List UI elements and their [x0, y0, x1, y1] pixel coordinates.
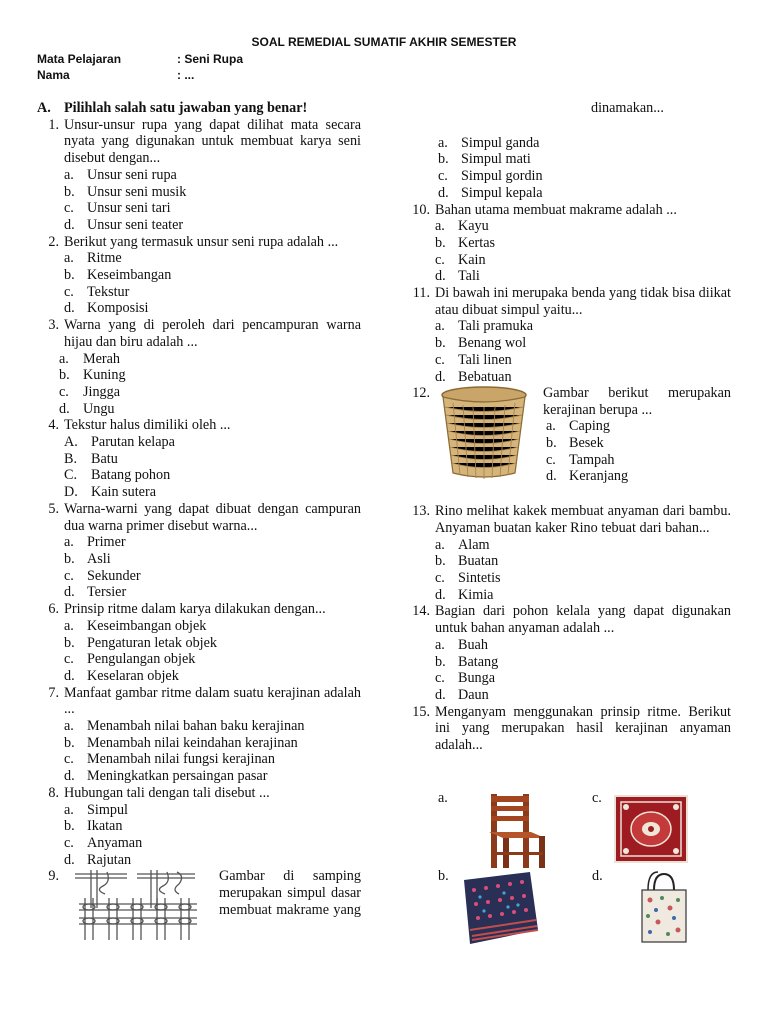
question-12-text: Gambar berikut merupakan kerajinan berupa ... — [543, 385, 731, 418]
option: c. Unsur seni tari — [64, 200, 171, 217]
question-12-options — [543, 418, 731, 485]
question-4: 4. Tekstur halus dimiliki oleh ... A. Parutan kelapa B. Batu C. Batang pohon D. Kain sutera — [37, 417, 361, 501]
q15-option-a-label: a. — [438, 790, 448, 806]
option: b. Pengaturan letak objek — [64, 634, 218, 651]
option: b. Buatan — [435, 553, 499, 570]
option: b. Benang wol — [435, 335, 527, 352]
name-label: Nama — [37, 68, 70, 82]
option: d. Keselaran objek — [64, 667, 179, 684]
question-10: 10. Bahan utama membuat makrame adalah ... a. Kayu b. Kertas c. Kain d. Tali — [408, 202, 731, 286]
option: a. Caping — [546, 418, 610, 435]
question-9-text: Gambar di samping merupakan simpul dasar membuat makrame yang — [219, 868, 361, 918]
subject-value: : Seni Rupa — [177, 52, 244, 66]
option: b. Batang — [435, 653, 499, 670]
basket-image — [438, 385, 530, 481]
option: b. Asli — [64, 550, 111, 567]
option: a. Keseimbangan objek — [64, 617, 207, 634]
option: a. Ritme — [64, 250, 122, 267]
option: d. Tersier — [64, 584, 127, 601]
name-value: : ... — [177, 68, 195, 82]
option: c. Pengulangan objek — [64, 651, 196, 668]
option: a. Buah — [435, 636, 488, 653]
option: c. Anyaman — [64, 834, 143, 851]
option: c. Bunga — [435, 670, 496, 687]
option: c. Sintetis — [435, 570, 501, 587]
option: d. Keranjang — [546, 468, 629, 485]
option: a. Merah — [59, 350, 121, 367]
option: d. Meningkatkan persaingan pasar — [64, 768, 268, 785]
option: d. Unsur seni teater — [64, 216, 184, 233]
tote-bag-image — [636, 870, 692, 946]
option: a. Menambah nilai bahan baku kerajinan — [64, 718, 305, 735]
option: d. Komposisi — [64, 300, 149, 317]
option: d. Tali — [435, 268, 480, 285]
macrame-knot-image — [67, 868, 217, 940]
question-1: 1. Unsur-unsur rupa yang dapat dilihat mata secara nyata yang digunakan untuk membuat karya seni disebut dengan... a. Unsur seni rupa b. Unsur seni musik c. Unsur seni tari d. Unsur seni teater — [37, 117, 361, 234]
option: d. Ungu — [59, 400, 115, 417]
q15-option-c-label: c. — [592, 790, 602, 806]
option: b. Simpul mati — [438, 151, 531, 168]
option: B. Batu — [64, 450, 118, 467]
option: c. Menambah nilai fungsi kerajinan — [64, 751, 275, 768]
option: b. Keseimbangan — [64, 267, 172, 284]
carpet-image — [614, 795, 688, 863]
option: a. Tali pramuka — [435, 318, 534, 335]
question-3: 3. Warna yang di peroleh dari pencampuran warna hijau dan biru adalah ... a. Merah b. Kuning c. Jingga d. Ungu — [37, 317, 361, 417]
option: c. Tampah — [546, 451, 615, 468]
option: a. Unsur seni rupa — [64, 166, 177, 183]
page-title: SOAL REMEDIAL SUMATIF AKHIR SEMESTER — [251, 35, 517, 49]
question-14: 14. Bagian dari pohon kelala yang dapat digunakan untuk bahan anyaman adalah ... a. Buah b. Batang c. Bunga d. Daun — [408, 603, 731, 703]
option: b. Kuning — [59, 367, 126, 384]
option: c. Kain — [435, 251, 486, 268]
option: a. Primer — [64, 534, 126, 551]
option: b. Kertas — [435, 234, 496, 251]
right-column — [408, 100, 731, 754]
option: a. Simpul ganda — [438, 134, 540, 151]
option: d. Daun — [435, 686, 489, 703]
option: c. Tekstur — [64, 283, 130, 300]
name-row — [37, 68, 194, 82]
question-9 — [37, 868, 361, 940]
option: b. Ikatan — [64, 818, 123, 835]
option: a. Kayu — [435, 218, 489, 235]
option: c. Simpul gordin — [438, 168, 543, 185]
option: d. Bebatuan — [435, 368, 512, 385]
question-number: 9. — [48, 868, 59, 885]
subject-label: Mata Pelajaran — [37, 52, 122, 66]
option: c. Tali linen — [435, 351, 512, 368]
option: a. Simpul — [64, 801, 128, 818]
question-8: 8. Hubungan tali dengan tali disebut ... a. Simpul b. Ikatan c. Anyaman d. Rajutan — [37, 785, 361, 869]
question-12 — [408, 385, 731, 503]
option: A. Parutan kelapa — [64, 434, 175, 451]
q15-option-b-label: b. — [438, 868, 449, 884]
option: b. Besek — [546, 434, 604, 451]
wooden-chair-image — [483, 792, 549, 870]
option: b. Unsur seni musik — [64, 183, 187, 200]
option: d. Rajutan — [64, 851, 132, 868]
question-15: 15. Menganyam menggunakan prinsip ritme. Berikut ini yang merupakan hasil kerajinan anyaman adalah... — [412, 703, 731, 754]
question-9-continued: dinamakan... — [591, 100, 664, 116]
option: d. Kimia — [435, 586, 494, 603]
option: b. Menambah nilai keindahan kerajinan — [64, 734, 298, 751]
subject-row — [37, 52, 243, 66]
q15-option-d-label: d. — [592, 868, 603, 884]
question-11: 11. Di bawah ini merupaka benda yang tidak bisa diikat atau dibuat simpul yaitu... a. Tali pramuka b. Benang wol c. Tali linen d. Bebatuan — [408, 285, 731, 385]
question-number: 12. — [412, 385, 430, 402]
question-2: 2. Berikut yang termasuk unsur seni rupa adalah ... a. Ritme b. Keseimbangan c. Tekstur d. Komposisi — [37, 234, 361, 318]
option: D. Kain sutera — [64, 484, 157, 501]
option: a. Alam — [435, 536, 490, 553]
question-7: 7. Manfaat gambar ritme dalam suatu kerajinan adalah ... a. Menambah nilai bahan baku kerajinan b. Menambah nilai keindahan kerajinan c. Menambah nilai fungsi kerajinan d. Meningkatkan persaingan pasar — [37, 685, 361, 785]
section-a-heading: A. Pilihlah salah satu jawaban yang benar! — [37, 100, 308, 116]
question-6: 6. Prinsip ritme dalam karya dilakukan dengan... a. Keseimbangan objek b. Pengaturan letak objek c. Pengulangan objek d. Keselaran objek — [37, 601, 361, 685]
left-column — [37, 100, 361, 940]
question-9-options — [408, 135, 731, 202]
option: c. Jingga — [59, 383, 121, 400]
option: d. Simpul kepala — [438, 184, 543, 201]
option: C. Batang pohon — [64, 467, 171, 484]
question-5: 5. Warna-warni yang dapat dibuat dengan campuran dua warna primer disebut warna... a. Primer b. Asli c. Sekunder d. Tersier — [37, 501, 361, 601]
question-13: 13. Rino melihat kakek membuat anyaman dari bambu. Anyaman buatan kaker Rino tebuat dari bahan... a. Alam b. Buatan c. Sintetis d. Kimia — [408, 503, 731, 603]
woven-mat-stack-image — [460, 870, 540, 946]
option: c. Sekunder — [64, 567, 141, 584]
